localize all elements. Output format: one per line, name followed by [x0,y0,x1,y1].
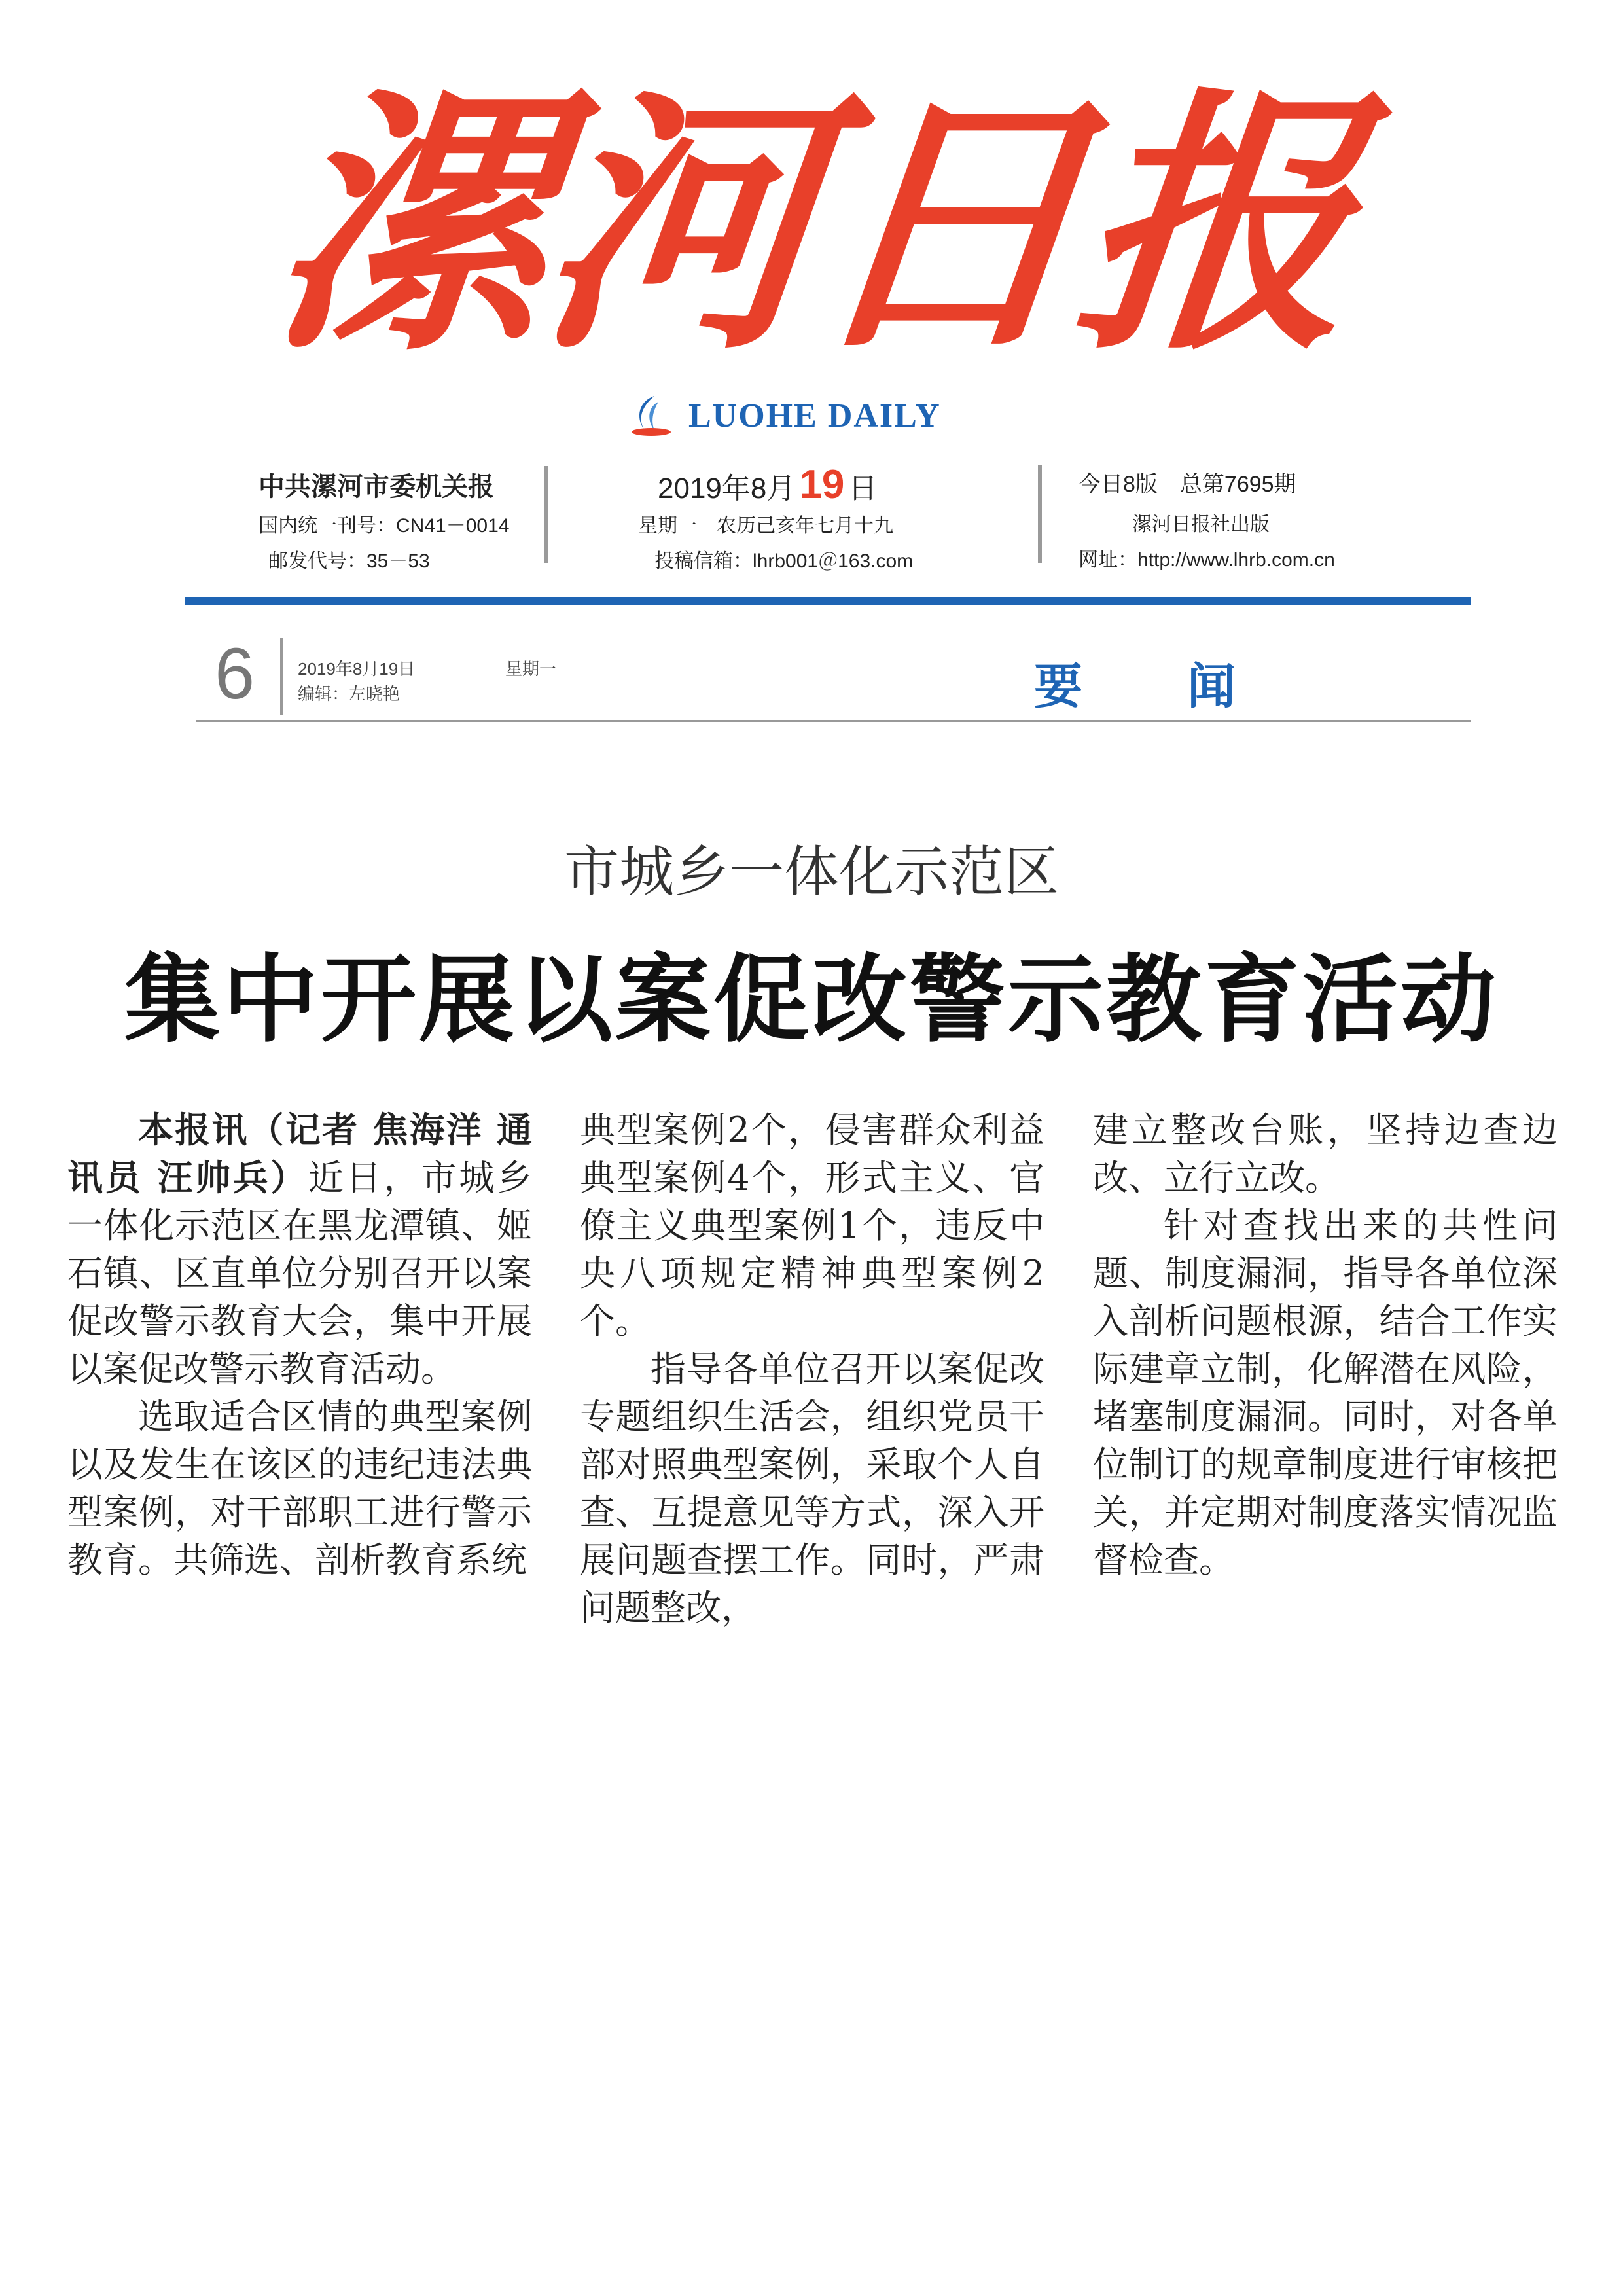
article-paragraph: 指导各单位召开以案促改专题组织生活会，组织党员干部对照典型案例，采取个人自查、互提意见等方式，深入开展问题查摆工作。同时，严肃问题整改， [580,1348,1044,1628]
article-headline: 集中开展以案促改警示教育活动 [124,944,1499,1056]
info-divider-left [544,466,548,563]
masthead-title [258,64,1365,387]
newspaper-logo-icon [628,393,674,439]
masthead-rule [185,597,1471,605]
issue-date-prefix: 2019年8月 [658,473,796,505]
issue-pages: 今日8版 总第7695期 [1079,472,1296,497]
page-weekday: 星期一 [505,659,557,679]
cn-number: 国内统一刊号：CN41－0014 [259,515,510,537]
article-paragraph-text: 近日，市城乡一体化示范区在黑龙潭镇、姬石镇、区直单位分别召开以案促改警示教育大会，集中开展以案促改警示教育活动。 [67,1157,532,1390]
section-name: 要闻 [1034,658,1340,715]
publisher: 漯河日报社出版 [1132,514,1270,535]
article-paragraph: 典型案例2个，侵害群众利益典型案例4个，形式主义、官僚主义典型案例1个，违反中央八项规定精神典型案例2个。 [580,1109,1044,1342]
info-divider-right [1038,465,1042,563]
issue-date [658,461,877,508]
postal-code: 邮发代号：35－53 [268,550,430,572]
masthead-english-label: LUOHE DAILY [688,397,941,435]
article-paragraph: 针对查找出来的共性问题、制度漏洞，指导各单位深入剖析问题根源，结合工作实际建章立制，化解潜在风险，堵塞制度漏洞。同时，对各单位制订的规章制度进行审核把关，并定期对制度落实情况监督检查。 [1093,1205,1558,1581]
issue-date-suffix: 日 [848,473,878,505]
masthead-char-4: 报 [1063,64,1365,387]
page-date: 2019年8月19日 [298,659,416,679]
page-number-divider [280,638,283,715]
website-link[interactable]: 网址：http://www.lhrb.com.cn [1079,549,1335,571]
issue-date-day: 19 [799,462,845,507]
article-lead-label: 本报讯（记者 焦海洋 通讯员 汪帅兵） [67,1109,532,1198]
party-organ-label: 中共漯河市委机关报 [259,473,494,501]
masthead-char-1: 漯 [258,64,560,387]
page-header-rule [196,720,1471,722]
masthead-english [628,389,1021,442]
masthead-char-2: 河 [526,64,829,387]
submission-email: 投稿信箱：lhrb001＠163.com [654,550,914,572]
article-kicker: 市城乡一体化示范区 [563,840,1059,904]
page-editor: 编辑：左晓艳 [298,684,401,704]
page-number: 6 [215,634,255,714]
article-paragraph [67,1106,532,1393]
masthead-char-3: 日 [794,64,1097,387]
weekday-lunar: 星期一 农历己亥年七月十九 [638,515,893,537]
article-paragraph: 建立整改台账，坚持边查边改、立行立改。 [1093,1109,1558,1198]
article-column-2 [580,1106,1044,1632]
article-paragraph: 选取适合区情的典型案例以及发生在该区的违纪违法典型案例，对干部职工进行警示教育。共筛选、剖析教育系统 [67,1396,532,1581]
article-column-1 [67,1106,532,1584]
article-column-3 [1093,1106,1558,1584]
